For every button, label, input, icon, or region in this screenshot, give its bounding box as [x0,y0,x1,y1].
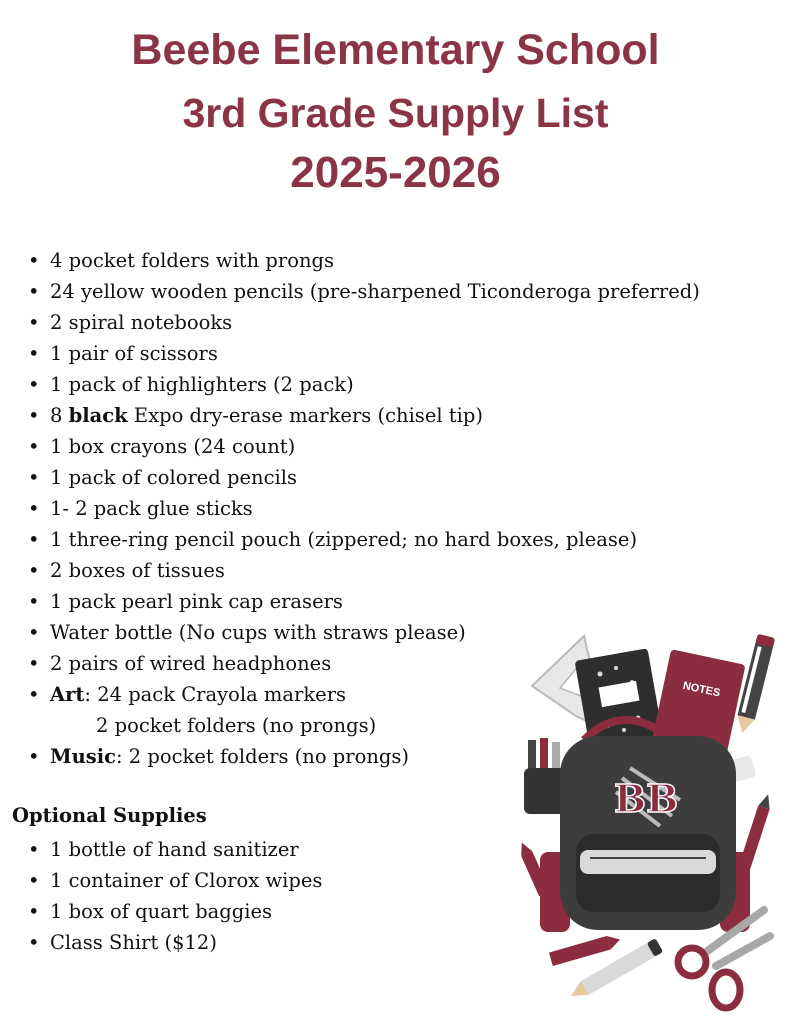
list-item: • 1 three-ring pencil pouch (zippered; no hard boxes, please) [20,524,700,555]
art-item-text: : 24 pack Crayola markers [84,683,347,706]
list-item: • 1 pair of scissors [20,338,700,369]
list-item-emphasis: black [68,404,128,427]
list-item: • 1 box of quart baggies [20,896,322,927]
list-item: • Water bottle (No cups with straws please) [20,617,700,648]
marker-icon [737,792,774,876]
list-item: • 1 bottle of hand sanitizer [20,834,322,865]
list-item-text: 8 [50,404,69,427]
list-item [20,400,700,431]
list-item: • 2 pairs of wired headphones [20,648,700,679]
art-list-item-continued: 2 pocket folders (no prongs) [96,714,377,737]
list-item: • 4 pocket folders with prongs [20,245,700,276]
pencil-cup-icon [524,738,566,814]
backpack-logo: BB [614,776,679,821]
school-year-title: 2025-2026 [290,148,501,197]
crayon-icon [549,933,622,966]
notes-label: NOTES [681,679,722,700]
list-item: • 1 container of Clorox wipes [20,865,322,896]
music-item-text: : 2 pocket folders (no prongs) [116,745,409,768]
list-item: • 2 spiral notebooks [20,307,700,338]
list-item: • 1 pack of highlighters (2 pack) [20,369,700,400]
list-item: • 1 pack pearl pink cap erasers [20,586,700,617]
list-item: • 24 yellow wooden pencils (pre-sharpened Ticonderoga preferred) [20,276,700,307]
grade-supply-list-title: 3rd Grade Supply List [182,90,609,136]
school-name-title: Beebe Elementary School [131,26,660,74]
list-item: • 1- 2 pack glue sticks [20,493,700,524]
music-label: Music [50,745,117,768]
list-item: • 2 boxes of tissues [20,555,700,586]
art-label: Art [50,683,85,706]
list-item: • Class Shirt ($12) [20,927,322,958]
list-item: • 1 pack of colored pencils [20,462,700,493]
optional-supply-list [20,834,322,958]
backpack-icon [540,720,750,932]
optional-supplies-heading: Optional Supplies [12,804,207,827]
school-supplies-illustration [520,630,780,1020]
list-item: • 1 box crayons (24 count) [20,431,700,462]
list-item-text: Expo dry-erase markers (chisel tip) [127,404,483,427]
